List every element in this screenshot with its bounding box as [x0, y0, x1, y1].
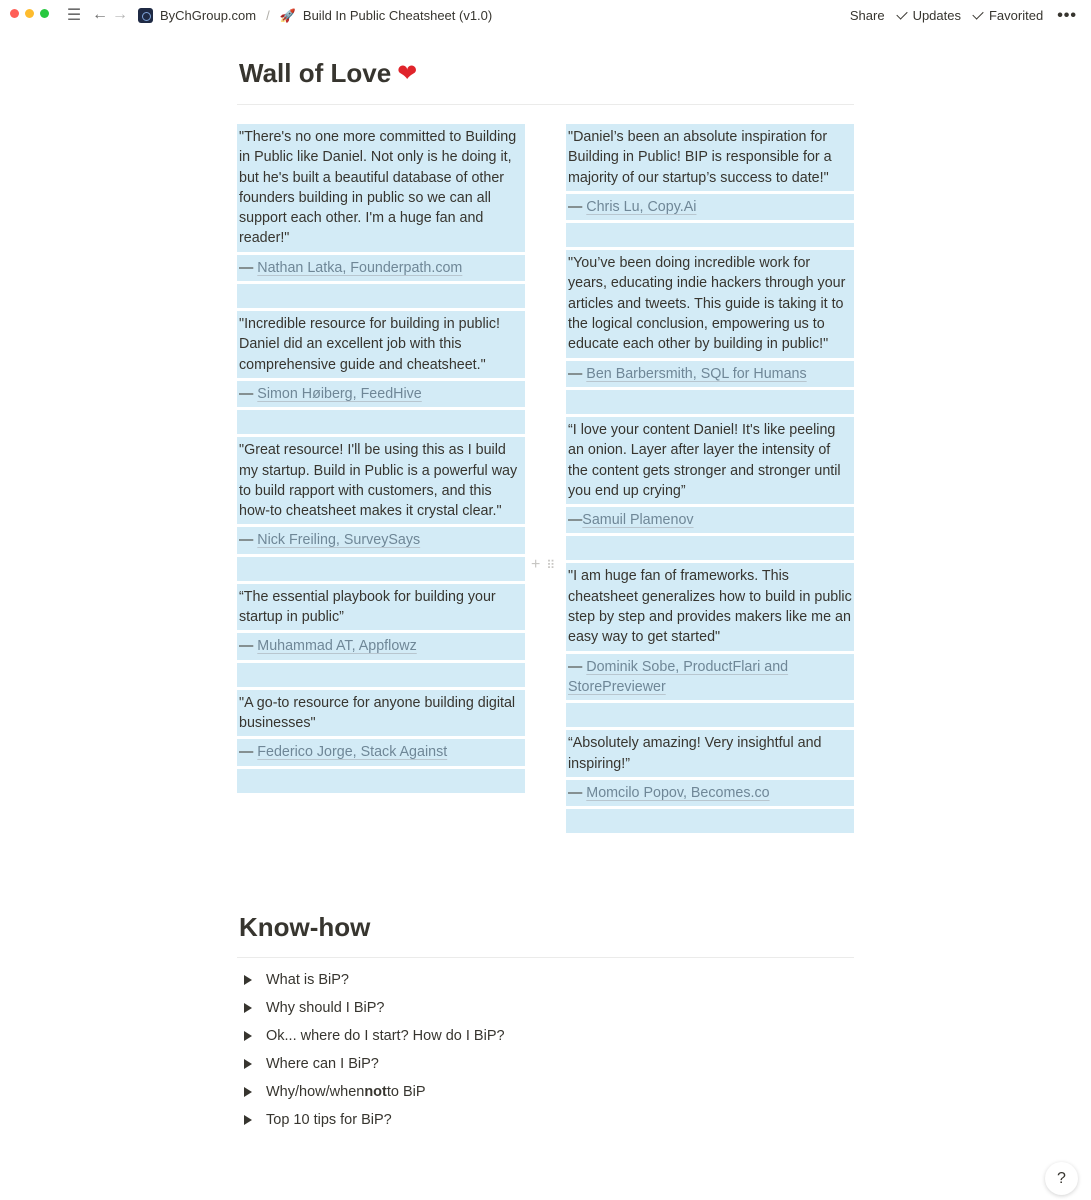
- updates-button[interactable]: [897, 8, 961, 23]
- testimonials-left-column: [237, 124, 525, 796]
- toggle-top-10-tips[interactable]: Top 10 tips for BiP?: [241, 1106, 841, 1134]
- check-icon: [896, 8, 907, 19]
- empty-block[interactable]: [237, 663, 525, 687]
- testimonial-attribution: — Nathan Latka, Founderpath.com: [237, 255, 525, 281]
- divider: [237, 104, 854, 105]
- empty-block[interactable]: [566, 536, 854, 560]
- zoom-window-button[interactable]: [40, 9, 49, 18]
- testimonial-attribution: — Simon Høiberg, FeedHive: [237, 381, 525, 407]
- testimonial-attribution: — Ben Barbersmith, SQL for Humans: [566, 361, 854, 387]
- favorited-button[interactable]: [973, 8, 1043, 23]
- testimonial-quote: "There's no one more committed to Building in Public like Daniel. Not only is he doing it, but he's built a beautiful database of other founders building in public so we can all support each other. I'm a huge fan and reader!": [237, 124, 525, 252]
- toggle-triangle-icon[interactable]: [244, 1115, 252, 1125]
- block-handle[interactable]: [531, 556, 553, 574]
- testimonial-quote: "A go-to resource for anyone building digital businesses": [237, 690, 525, 737]
- toggle-what-is-bip[interactable]: What is BiP?: [241, 966, 841, 994]
- know-how-toggle-list: [241, 966, 841, 1134]
- back-arrow-icon[interactable]: ←: [92, 6, 108, 23]
- add-block-icon[interactable]: +: [531, 556, 541, 573]
- updates-label: Updates: [912, 8, 961, 23]
- empty-block[interactable]: [237, 284, 525, 308]
- toggle-where-do-i-start[interactable]: Ok... where do I start? How do I BiP?: [241, 1022, 841, 1050]
- empty-block[interactable]: [237, 557, 525, 581]
- toggle-why-should-i-bip[interactable]: Why should I BiP?: [241, 994, 841, 1022]
- empty-block[interactable]: [237, 769, 525, 793]
- share-button[interactable]: Share: [849, 8, 885, 23]
- testimonial-attribution: —Samuil Plamenov: [566, 507, 854, 533]
- testimonial-quote: "Incredible resource for building in public! Daniel did an excellent job with this comprehensive guide and cheatsheet.": [237, 311, 525, 378]
- sidebar-toggle-icon[interactable]: ☰: [66, 7, 82, 24]
- testimonial-author-link[interactable]: Simon Høiberg, FeedHive: [257, 385, 422, 402]
- breadcrumb-page-title[interactable]: Build In Public Cheatsheet (v1.0): [302, 8, 493, 23]
- favorited-label: Favorited: [988, 8, 1044, 23]
- toggle-when-not-to-bip[interactable]: Why/how/when not to BiP: [241, 1078, 841, 1106]
- toggle-triangle-icon[interactable]: [244, 975, 252, 985]
- wall-of-love-title: Wall of Love: [239, 58, 392, 88]
- toggle-triangle-icon[interactable]: [244, 1059, 252, 1069]
- empty-block[interactable]: [566, 390, 854, 414]
- forward-arrow-icon[interactable]: →: [112, 6, 128, 23]
- testimonial-author-link[interactable]: Samuil Plamenov: [582, 512, 694, 529]
- breadcrumb-workspace[interactable]: ByChGroup.com: [160, 8, 257, 23]
- empty-block[interactable]: [566, 703, 854, 727]
- top-bar: [0, 0, 1091, 31]
- testimonial-quote: "I am huge fan of frameworks. This cheatsheet generalizes how to build in public step by step and provides makers like me an easy way to get started": [566, 563, 854, 650]
- testimonial-author-link[interactable]: Chris Lu, Copy.Ai: [586, 198, 697, 215]
- rocket-icon: 🚀: [279, 7, 296, 23]
- workspace-logo-icon: [138, 8, 153, 23]
- heart-icon: ❤: [397, 60, 418, 87]
- testimonial-author-link[interactable]: Dominik Sobe, ProductFlari and StorePreviewer: [568, 658, 789, 695]
- testimonial-author-link[interactable]: Nick Freiling, SurveySays: [257, 532, 421, 549]
- testimonial-attribution: — Momcilo Popov, Becomes.co: [566, 780, 854, 806]
- help-button[interactable]: ?: [1045, 1162, 1078, 1195]
- empty-block[interactable]: [566, 809, 854, 833]
- breadcrumb-separator: /: [266, 8, 270, 23]
- testimonial-attribution: — Federico Jorge, Stack Against: [237, 739, 525, 765]
- testimonial-attribution: — Nick Freiling, SurveySays: [237, 527, 525, 553]
- toggle-triangle-icon[interactable]: [244, 1003, 252, 1013]
- more-options-icon[interactable]: •••: [1057, 6, 1077, 24]
- drag-handle-icon[interactable]: ⠿: [546, 558, 554, 572]
- check-icon: [972, 8, 983, 19]
- empty-block[interactable]: [566, 223, 854, 247]
- testimonial-attribution: — Chris Lu, Copy.Ai: [566, 194, 854, 220]
- testimonial-quote: “Absolutely amazing! Very insightful and inspiring!”: [566, 730, 854, 777]
- testimonial-attribution: — Dominik Sobe, ProductFlari and StorePreviewer: [566, 654, 854, 701]
- close-window-button[interactable]: [10, 9, 19, 18]
- toggle-triangle-icon[interactable]: [244, 1087, 252, 1097]
- toggle-triangle-icon[interactable]: [244, 1031, 252, 1041]
- testimonial-author-link[interactable]: Federico Jorge, Stack Against: [257, 744, 448, 761]
- testimonial-author-link[interactable]: Muhammad AT, Appflowz: [257, 638, 417, 655]
- testimonial-quote: “I love your content Daniel! It's like peeling an onion. Layer after layer the intensity of the content gets stronger and stronger until you end up crying”: [566, 417, 854, 504]
- breadcrumb: [138, 0, 492, 31]
- testimonial-quote: "Great resource! I'll be using this as I build my startup. Build in Public is a powerful way to build rapport with customers, and this how-to cheatsheet makes it crystal clear.": [237, 437, 525, 524]
- divider: [237, 957, 854, 958]
- testimonial-author-link[interactable]: Ben Barbersmith, SQL for Humans: [586, 365, 807, 382]
- minimize-window-button[interactable]: [25, 9, 34, 18]
- know-how-heading: Know-how: [239, 912, 371, 942]
- toggle-where-can-i-bip[interactable]: Where can I BiP?: [241, 1050, 841, 1078]
- testimonial-author-link[interactable]: Nathan Latka, Founderpath.com: [257, 259, 463, 276]
- empty-block[interactable]: [237, 410, 525, 434]
- testimonial-quote: "You’ve been doing incredible work for years, educating indie hackers through your articles and tweets. This guide is taking it to the logical conclusion, empowering us to educate each other by building in public!": [566, 250, 854, 357]
- testimonial-quote: "Daniel’s been an absolute inspiration for Building in Public! BIP is responsible for a majority of our startup’s success to date!": [566, 124, 854, 191]
- testimonial-attribution: — Muhammad AT, Appflowz: [237, 633, 525, 659]
- testimonials-right-column: [566, 124, 854, 836]
- wall-of-love-heading: [239, 58, 417, 89]
- testimonial-author-link[interactable]: Momcilo Popov, Becomes.co: [586, 784, 770, 801]
- testimonial-quote: “The essential playbook for building your startup in public”: [237, 584, 525, 631]
